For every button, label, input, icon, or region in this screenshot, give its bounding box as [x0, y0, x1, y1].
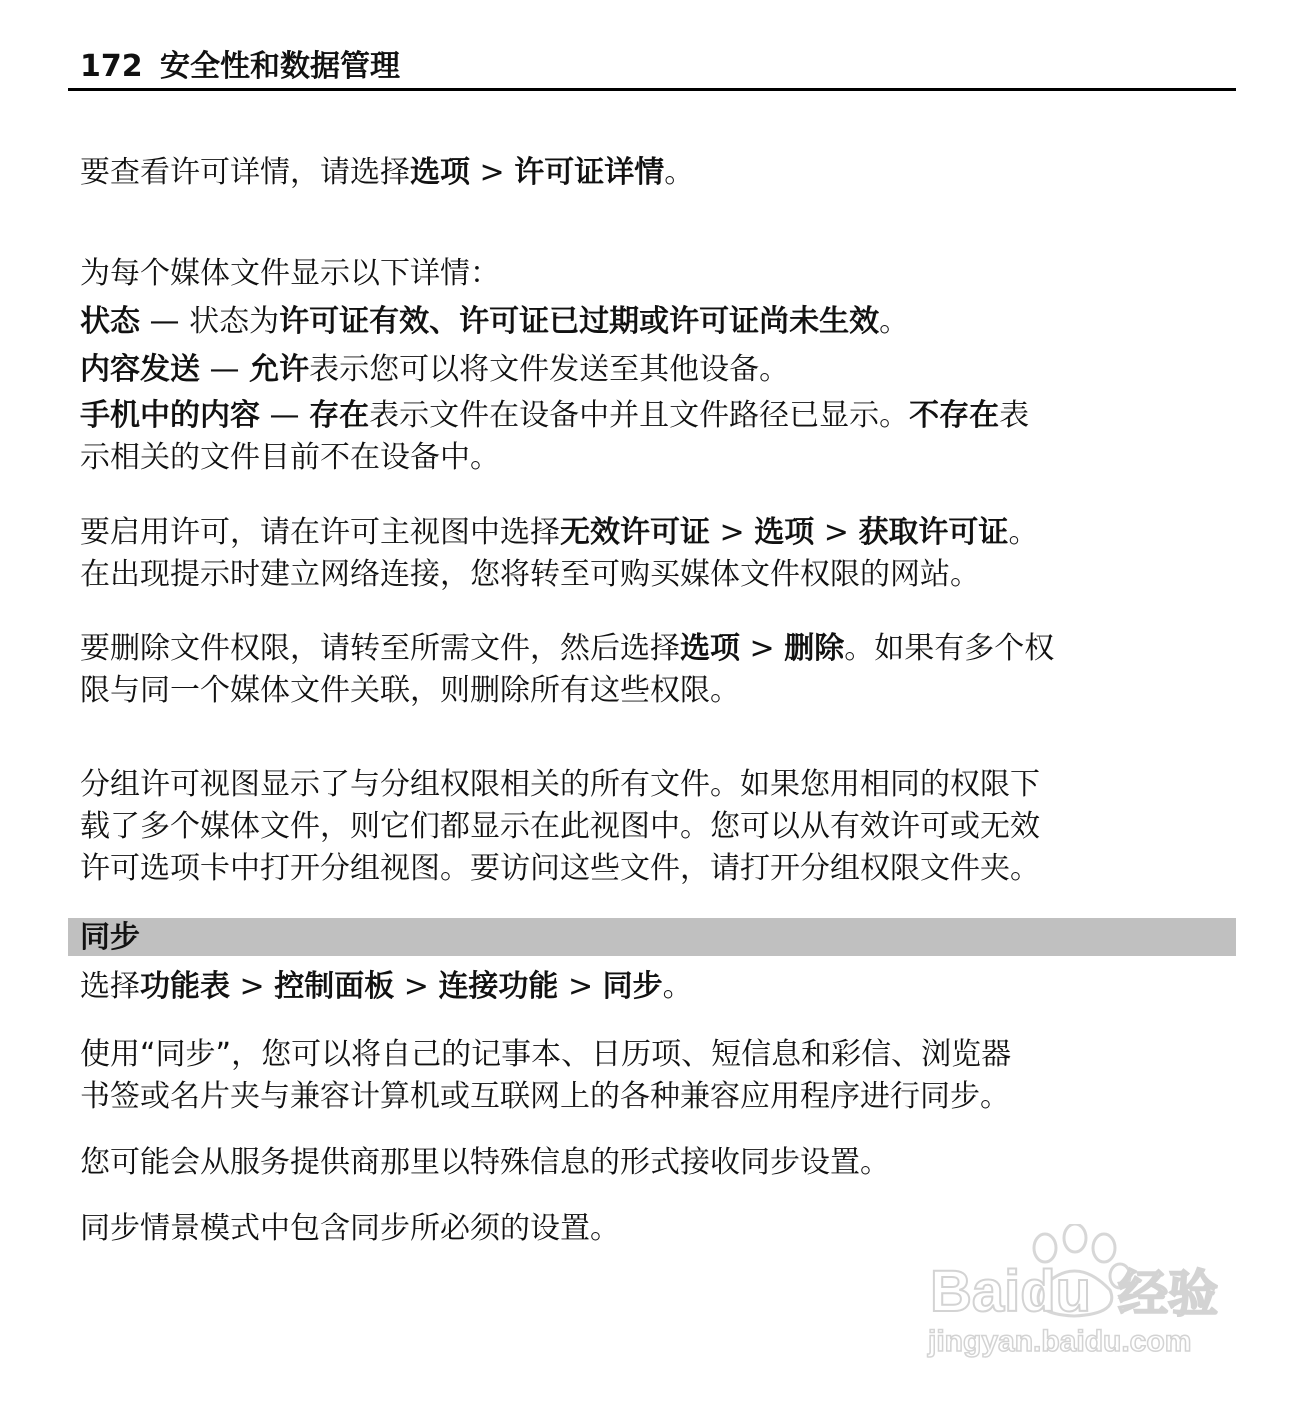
delete-rights-paragraph: [80, 628, 1240, 712]
watermark-url: jingyan.baidu.com: [928, 1325, 1192, 1358]
chapter-title: 安全性和数据管理: [160, 49, 400, 84]
text-line: 载了多个媒体文件，则它们都显示在此视图中。您可以从有效许可或无效: [80, 809, 1040, 844]
status-term: 状态: [80, 304, 140, 339]
details-list: [80, 250, 1240, 478]
enable-license-paragraph: [80, 512, 1240, 596]
baidu-jingyan-watermark: [922, 1224, 1242, 1394]
page-header: [68, 48, 1236, 91]
phone-content-term: 手机中的内容: [80, 398, 260, 433]
text-line: 要启用许可，请在许可主视图中选择无效许可证 > 选项 > 获取许可证。: [80, 515, 1039, 550]
section-heading-bar: [68, 918, 1236, 956]
section-title: 同步: [80, 920, 140, 955]
group-license-paragraph: [80, 764, 1240, 890]
text-line: 使用“同步”，您可以将自己的记事本、日历项、短信息和彩信、浏览器: [80, 1037, 1012, 1072]
sync-nav-path: [80, 966, 1240, 1008]
content-send-item: 内容发送 — 允许表示您可以将文件发送至其他设备。: [80, 352, 790, 387]
text-line: 要查看许可详情，请选择选项 > 许可证详情。: [80, 155, 695, 190]
text-line: 许可选项卡中打开分组视图。要访问这些文件，请打开分组权限文件夹。: [80, 851, 1040, 886]
phone-content-line2: 示相关的文件目前不在设备中。: [80, 440, 500, 475]
text-line: 您可能会从服务提供商那里以特殊信息的形式接收同步设置。: [80, 1145, 890, 1180]
phone-content-item: 手机中的内容 — 存在表示文件在设备中并且文件路径已显示。不存在表: [80, 398, 1030, 433]
text-line: 限与同一个媒体文件关联，则删除所有这些权限。: [80, 673, 740, 708]
sync-description-paragraph: [80, 1034, 1240, 1118]
watermark-product: 经验: [1118, 1265, 1218, 1323]
page-number: 172: [80, 49, 143, 84]
sync-settings-paragraph: [80, 1142, 1240, 1184]
text-line: 书签或名片夹与兼容计算机或互联网上的各种兼容应用程序进行同步。: [80, 1079, 1010, 1114]
license-details-paragraph: [80, 152, 1240, 194]
text-line: 同步情景模式中包含同步所必须的设置。: [80, 1211, 620, 1246]
text-line: 在出现提示时建立网络连接，您将转至可购买媒体文件权限的网站。: [80, 557, 980, 592]
text-line: 分组许可视图显示了与分组权限相关的所有文件。如果您用相同的权限下: [80, 767, 1040, 802]
watermark-brand: Baidu: [930, 1259, 1092, 1324]
status-item: 状态 — 状态为许可证有效、许可证已过期或许可证尚未生效。: [80, 304, 910, 339]
content-send-term: 内容发送: [80, 352, 200, 387]
text-line: 要删除文件权限，请转至所需文件，然后选择选项 > 删除。如果有多个权: [80, 631, 1055, 666]
text-line: 选择功能表 > 控制面板 > 连接功能 > 同步。: [80, 969, 693, 1004]
details-intro: 为每个媒体文件显示以下详情：: [80, 256, 500, 291]
